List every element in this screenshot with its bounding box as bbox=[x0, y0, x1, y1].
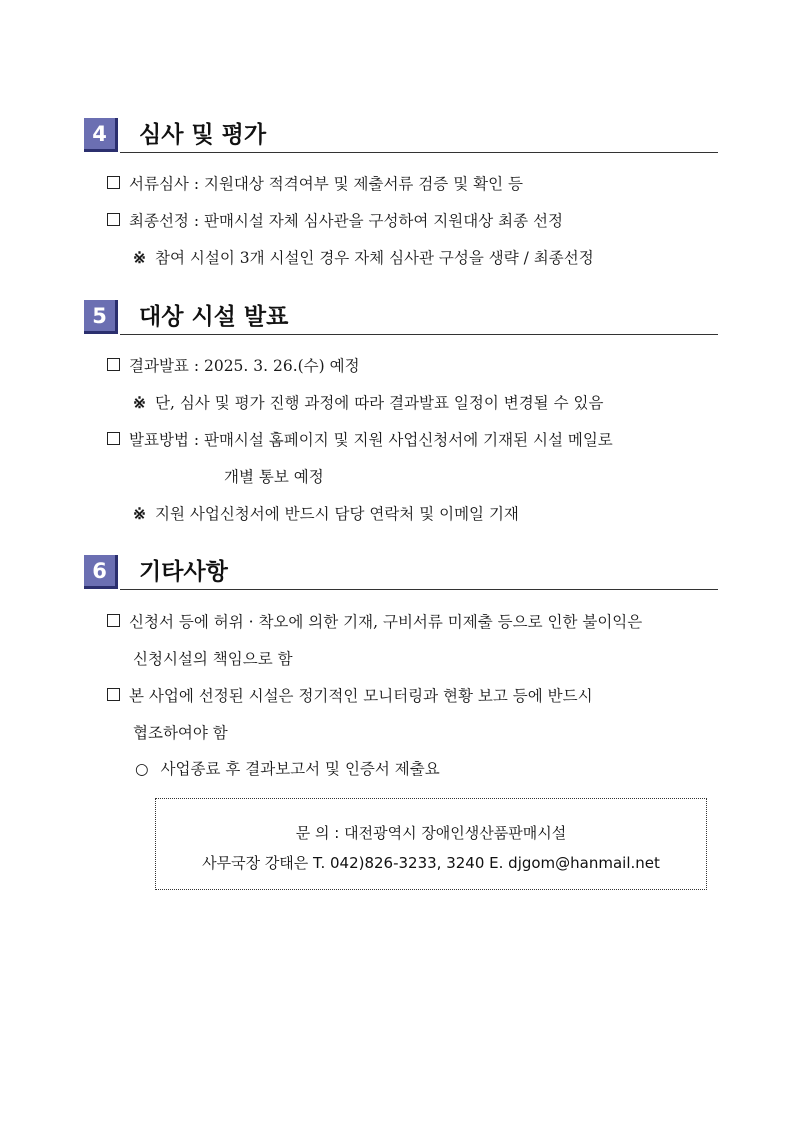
contact-inquiry-line: 문 의 : 대전광역시 장애인생산품판매시설 bbox=[295, 824, 567, 842]
section-title: 심사 및 평가 bbox=[139, 122, 267, 148]
checkbox-bullet-icon bbox=[107, 176, 120, 189]
reference-mark-icon: ※ bbox=[133, 248, 146, 267]
list-item-text: 최종선정 : 판매시설 자체 심사관을 구성하여 지원대상 최종 선정 bbox=[129, 212, 563, 230]
note-text: 단, 심사 및 평가 진행 과정에 따라 결과발표 일정이 변경될 수 있음 bbox=[155, 394, 604, 412]
list-item bbox=[107, 685, 593, 707]
list-item-text: 본 사업에 선정된 시설은 정기적인 모니터링과 현황 보고 등에 반드시 bbox=[129, 687, 593, 705]
sub-item-text: 사업종료 후 결과보고서 및 인증서 제출요 bbox=[160, 760, 440, 778]
note-item bbox=[133, 247, 594, 269]
section-header-6 bbox=[84, 555, 718, 591]
checkbox-bullet-icon bbox=[107, 614, 120, 627]
list-item bbox=[107, 355, 360, 377]
list-item bbox=[107, 429, 613, 451]
section-divider bbox=[120, 152, 718, 153]
section-title: 대상 시설 발표 bbox=[139, 304, 289, 330]
contact-person-line: 사무국장 강태은 T. 042)826-3233, 3240 E. djgom@hanmail.net bbox=[202, 854, 660, 872]
note-item bbox=[133, 503, 519, 525]
section-number-badge: 6 bbox=[84, 555, 118, 589]
list-item-continuation: 협조하여야 함 bbox=[133, 724, 228, 742]
section-header-4 bbox=[84, 118, 718, 154]
list-item-text: 서류심사 : 지원대상 적격여부 및 제출서류 검증 및 확인 등 bbox=[129, 175, 523, 193]
checkbox-bullet-icon bbox=[107, 358, 120, 371]
list-item-continuation: 개별 통보 예정 bbox=[224, 468, 324, 486]
note-text: 참여 시설이 3개 시설인 경우 자체 심사관 구성을 생략 / 최종선정 bbox=[155, 249, 594, 267]
list-item-text: 결과발표 : 2025. 3. 26.(수) 예정 bbox=[129, 357, 360, 375]
note-item bbox=[133, 392, 603, 414]
list-item bbox=[107, 210, 563, 232]
section-divider bbox=[120, 334, 718, 335]
sub-item bbox=[135, 758, 440, 780]
list-item-text: 신청서 등에 허위 · 착오에 의한 기재, 구비서류 미제출 등으로 인한 불이익은 bbox=[129, 613, 643, 631]
section-number-badge: 5 bbox=[84, 300, 118, 334]
list-item-text: 발표방법 : 판매시설 홈페이지 및 지원 사업신청서에 기재된 시설 메일로 bbox=[129, 431, 613, 449]
circle-bullet-icon: ○ bbox=[135, 760, 149, 778]
section-header-5 bbox=[84, 300, 718, 336]
contact-info-box bbox=[155, 798, 707, 890]
section-divider bbox=[120, 589, 718, 590]
list-item bbox=[107, 173, 523, 195]
list-item-continuation: 신청시설의 책임으로 함 bbox=[133, 650, 293, 668]
section-number-badge: 4 bbox=[84, 118, 118, 152]
note-text: 지원 사업신청서에 반드시 담당 연락처 및 이메일 기재 bbox=[155, 505, 519, 523]
checkbox-bullet-icon bbox=[107, 688, 120, 701]
reference-mark-icon: ※ bbox=[133, 504, 146, 523]
reference-mark-icon: ※ bbox=[133, 393, 146, 412]
list-item bbox=[107, 611, 642, 633]
checkbox-bullet-icon bbox=[107, 432, 120, 445]
checkbox-bullet-icon bbox=[107, 213, 120, 226]
section-title: 기타사항 bbox=[139, 559, 228, 585]
